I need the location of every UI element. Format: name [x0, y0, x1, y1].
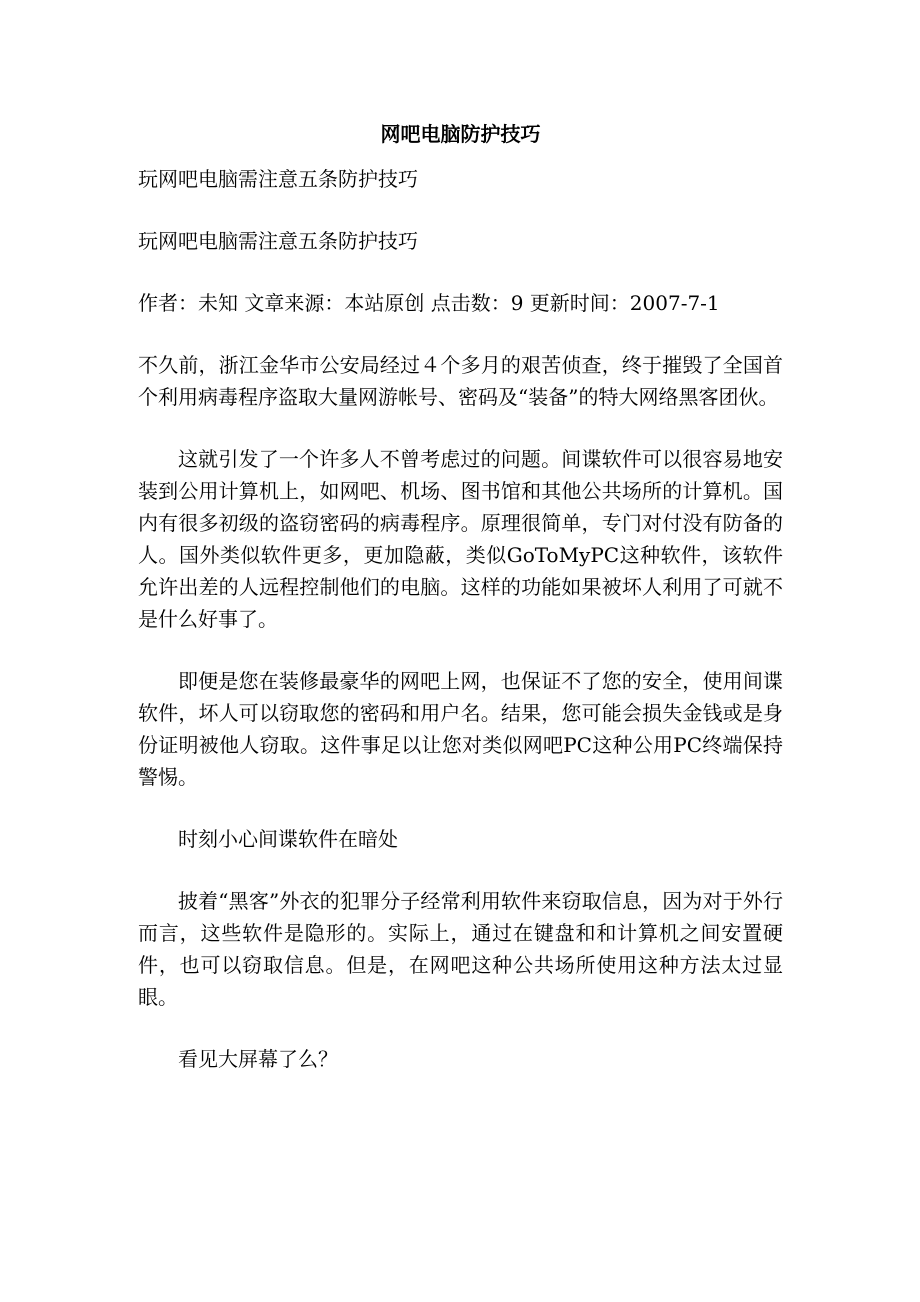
subtitle-line-1: 玩网吧电脑需注意五条防护技巧 [138, 167, 418, 191]
article-meta: 作者：未知 文章来源：本站原创 点击数：9 更新时间：2007-7-1 [138, 291, 720, 315]
subtitle-line-2: 玩网吧电脑需注意五条防护技巧 [138, 229, 418, 253]
section-heading-spyware: 时刻小心间谍软件在暗处 [178, 827, 398, 851]
document-body [138, 118, 783, 1105]
paragraph-spyware-problem: 这就引发了一个许多人不曾考虑过的问题。间谍软件可以很容易地安装到公用计算机上，如网吧、机场、图书馆和其他公共场所的计算机。国内有很多初级的盗窃密码的病毒程序。原理很简单，专门对付没有防备的人。国外类似软件更多，更加隐蔽，类似GoToMyPC这种软件，该软件允许出差的人远程控制他们的电脑。这样的功能如果被坏人利用了可就不是什么好事了。 [138, 447, 783, 631]
paragraph-big-screen: 看见大屏幕了么？ [178, 1047, 338, 1071]
paragraph-intro: 不久前，浙江金华市公安局经过４个多月的艰苦侦查，终于摧毁了全国首个利用病毒程序盗取大量网游帐号、密码及“装备”的特大网络黑客团伙。 [138, 353, 783, 409]
document-title: 网吧电脑防护技巧 [380, 122, 541, 146]
paragraph-hackers: 披着“黑客”外衣的犯罪分子经常利用软件来窃取信息，因为对于外行而言，这些软件是隐形的。实际上，通过在键盘和和计算机之间安置硬件，也可以窃取信息。但是，在网吧这种公共场所使用这种方法太过显眼。 [138, 889, 783, 1009]
paragraph-internet-cafe-risk: 即便是您在装修最豪华的网吧上网，也保证不了您的安全，使用间谍软件，坏人可以窃取您的密码和用户名。结果，您可能会损失金钱或是身份证明被他人窃取。这件事足以让您对类似网吧PC这种公用PC终端保持警惕。 [138, 669, 783, 789]
